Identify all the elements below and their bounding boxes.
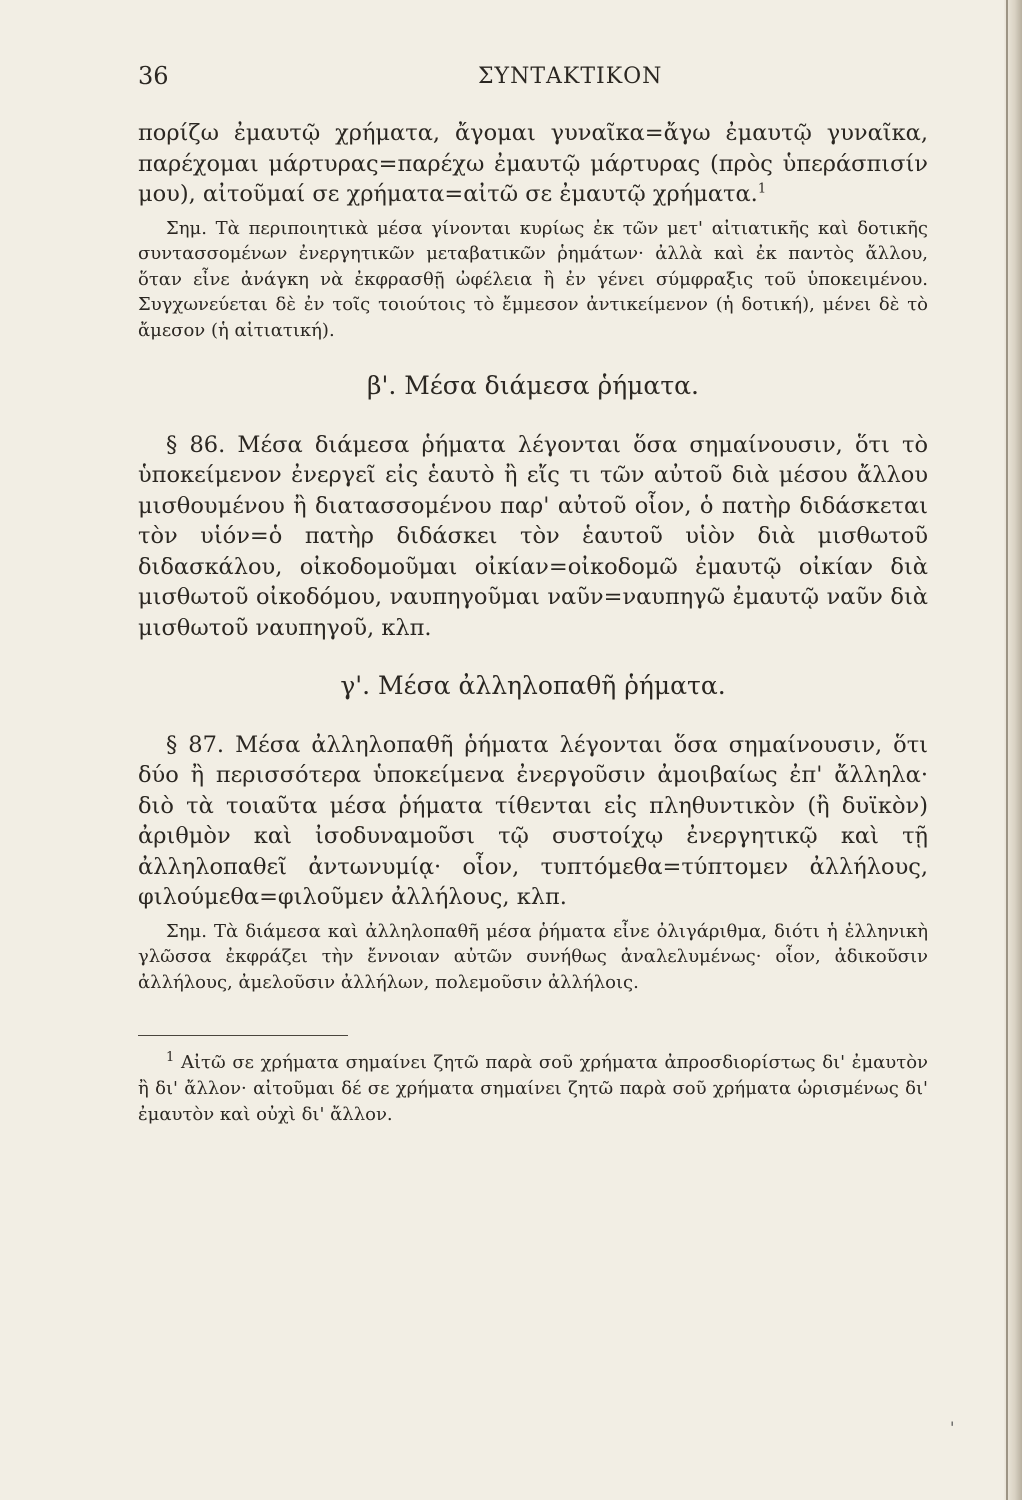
section-heading-b: β'. Μέσα διάμεσα ῥήματα. — [367, 371, 699, 400]
page-number: 36 — [138, 62, 169, 90]
paragraph-87: § 87. Μέσα ἀλληλοπαθῆ ῥήματα λέγονται ὅσα σημαίνουσιν, ὅτι δύο ἢ περισσότερα ὑποκείμενα ἐνεργοῦσιν ἀμοιβαίως ἐπ' ἄλληλα· διὸ τὰ τοιαῦτα μέσα ῥήματα τίθενται εἰς πληθυντικὸν (ἢ δυϊκὸν) ἀριθμὸν καὶ ἰσοδυναμοῦσι τῷ συστοίχῳ ἐνεργητικῷ καὶ τῇ ἀλληλοπαθεῖ ἀντωνυμίᾳ· οἷον, τυπτόμεθα=τύπτομεν ἀλλήλους, φιλούμεθα=φιλοῦμεν ἀλλήλους, κλπ. — [138, 731, 928, 910]
footnote-marker: 1 — [166, 1050, 175, 1065]
note-diamesa: Σημ. Τὰ διάμεσα καὶ ἀλληλοπαθῆ μέσα ῥήματα εἶνε ὀλιγάριθμα, διότι ἡ ἑλληνικὴ γλῶσσα ἐκφράζει τὴν ἔννοιαν αὐτῶν συνήθως ἀναλελυμένως· οἷον, ἀδικοῦσιν ἀλλήλους, ἀμελοῦσιν ἀλλήλων, πολεμοῦσιν ἀλλήλοις. — [138, 920, 928, 993]
footnote-separator — [138, 1035, 348, 1036]
paragraph-86: § 86. Μέσα διάμεσα ῥήματα λέγονται ὅσα σημαίνουσιν, ὅτι τὸ ὑποκείμενον ἐνεργεῖ εἰς ἑαυτὸ ἢ εἴς τι τῶν αὐτοῦ διὰ μέσου ἄλλου μισθουμένου ἢ διατασσομένου παρ' αὐτοῦ οἷον, ὁ πατὴρ διδάσκεται τὸν υἱόν=ὁ πατὴρ διδάσκει τὸν ἑαυτοῦ υἱὸν διὰ μισθωτοῦ διδασκάλου, οἰκοδομοῦμαι οἰκίαν=οἰκοδομῶ ἐμαυτῷ οἰκίαν διὰ μισθωτοῦ οἰκοδόμου, ναυπηγοῦμαι ναῦν=ναυπηγῶ ἐμαυτῷ ναῦν διὰ μισθωτοῦ ναυπηγοῦ, κλπ. — [138, 431, 928, 641]
note-periopoietika: Σημ. Τὰ περιποιητικὰ μέσα γίνονται κυρίως ἐκ τῶν μετ' αἰτιατικῆς καὶ δοτικῆς συντασσομένων ἐνεργητικῶν μεταβατικῶν ῥημάτων· ἀλλὰ καὶ ἐκ παντὸς ἄλλου, ὅταν εἶνε ἀνάγκη νὰ ἐκφρασθῇ ὠφέλεια ἢ ἐν γένει σύμφραξις τοῦ ὑποκειμένου. Συγχωνεύεται δὲ ἐν τοῖς τοιούτοις τὸ ἔμμεσον ἀντικείμενον (ἡ δοτική), μένει δὲ τὸ ἄμεσον (ἡ αἰτιατική). — [138, 217, 928, 341]
binding-edge-line — [1006, 0, 1008, 1500]
body-text — [138, 118, 928, 1128]
running-title: ΣΥΝΤΑΚΤΙΚΟΝ — [478, 64, 663, 89]
footnote-reference[interactable]: 1 — [757, 181, 767, 197]
page-header — [138, 62, 938, 98]
paragraph-intro: πορίζω ἐμαυτῷ χρήματα, ἄγομαι γυναῖκα=ἄγω ἐμαυτῷ γυναῖκα, παρέχομαι μάρτυρας=παρέχω ἐμαυτῷ μάρτυρας (πρὸς ὑπεράσπισίν μου), αἰτοῦμαί σε χρήματα=αἰτῶ σε ἐμαυτῷ χρήματα.$^1$ — [138, 120, 928, 207]
section-heading-g: γ'. Μέσα ἀλληλοπαθῆ ῥήματα. — [340, 671, 726, 700]
margin-mark: ' — [950, 1418, 955, 1437]
footnote: $^1$ Αἰτῶ σε χρήματα σημαίνει ζητῶ παρὰ σοῦ χρήματα ἀπροσδιορίστως δι' ἐμαυτὸν ἢ δι' ἄλλον· αἰτοῦμαι δέ σε χρήματα σημαίνει ζητῶ παρὰ σοῦ χρήματα ὡρισμένως δι' ἐμαυτὸν καὶ οὐχὶ δι' ἄλλον. — [138, 1050, 928, 1125]
